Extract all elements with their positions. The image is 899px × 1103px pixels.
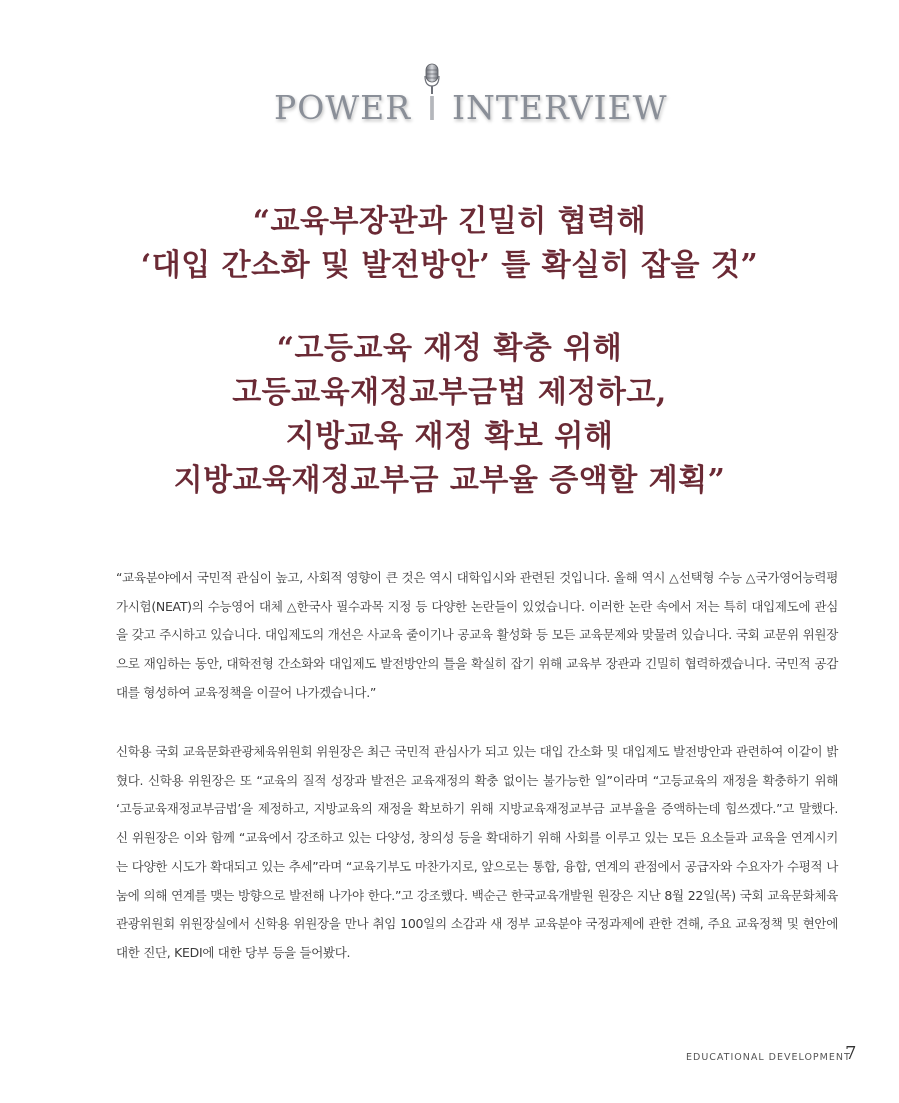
headline-1-line-1: “교육부장관과 긴밀히 협력해: [252, 204, 647, 239]
headline-2-line-3: 지방교육 재정 확보 위해: [285, 419, 614, 454]
headline-2-line-4: 지방교육재정교부금 교부율 증액할 계획”: [173, 463, 726, 498]
headline-2-line-2: 고등교육재정교부금법 제정하고,: [232, 375, 667, 410]
masthead: [0, 62, 899, 132]
page-number: 7: [845, 1043, 857, 1064]
headline-1-line-2: ‘대입 간소화 및 발전방안’ 틀 확실히 잡을 것”: [140, 248, 759, 283]
body-paragraph-1: “교육분야에서 국민적 관심이 높고, 사회적 영향이 큰 것은 역시 대학입시와 관련된 것입니다. 올해 역시 △선택형 수능 △국가영어능력평가시험(NEAT)의 수능영어 대체 △한국사 필수과목 지정 등 다양한 논란들이 있었습니다. 이러한 논란 속에서 저는 특히 대입제도에 관심을 갖고 주시하고 있습니다. 대입제도의 개선은 사교육 줄이기나 공교육 활성화 등 모든 교육문제와 맞물려 있습니다. 국회 교문위 위원장으로 재임하는 동안, 대학전형 간소화와 대입제도 발전방안의 틀을 확실히 잡기 위해 교육부 장관과 긴밀히 협력하겠습니다. 국민적 공감대를 형성하여 교육정책을 이끌어 나가겠습니다.”: [116, 570, 838, 700]
microphone-icon: [423, 62, 441, 124]
masthead-interview: INTERVIEW: [452, 88, 668, 127]
body-paragraph-2: 신학용 국회 교육문화관광체육위원회 위원장은 최근 국민적 관심사가 되고 있는 대입 간소화 및 대입제도 발전방안과 관련하여 이같이 밝혔다. 신학용 위원장은 또 “교육의 질적 성장과 발전은 교육재정의 확충 없이는 불가능한 일”이라며 “고등교육의 재정을 확충하기 위해 ‘고등교육재정교부금법’을 제정하고, 지방교육의 재정을 확보하기 위해 지방교육재정교부금 교부율을 증액하는데 힘쓰겠다.”고 말했다. 신 위원장은 이와 함께 “교육에서 강조하고 있는 다양성, 창의성 등을 확대하기 위해 사회를 이루고 있는 모든 요소들과 교육을 연계시키는 다양한 시도가 확대되고 있는 추세”라며 “교육기부도 마찬가지로, 앞으로는 통합, 융합, 연계의 관점에서 공급자와 수요자가 수평적 나눔에 의해 연계를 맺는 방향으로 발전해 나가야 한다.”고 강조했다. 백순근 한국교육개발원 원장은 지난 8월 22일(목) 국회 교육문화체육관광위원회 위원장실에서 신학용 위원장을 만나 취임 100일의 소감과 새 정부 교육분야 국정과제에 관한 견해, 주요 교육정책 및 현안에 대한 진단, KEDI에 대한 당부 등을 들어봤다.: [116, 744, 838, 960]
footer-publication-label: EDUCATIONAL DEVELOPMENT: [686, 1052, 851, 1063]
masthead-power: POWER: [274, 88, 412, 127]
headline-quote-2: [0, 327, 899, 503]
headline-quote-1: [0, 200, 899, 288]
headline-2-line-1: “고등교육 재정 확충 위해: [276, 331, 623, 366]
